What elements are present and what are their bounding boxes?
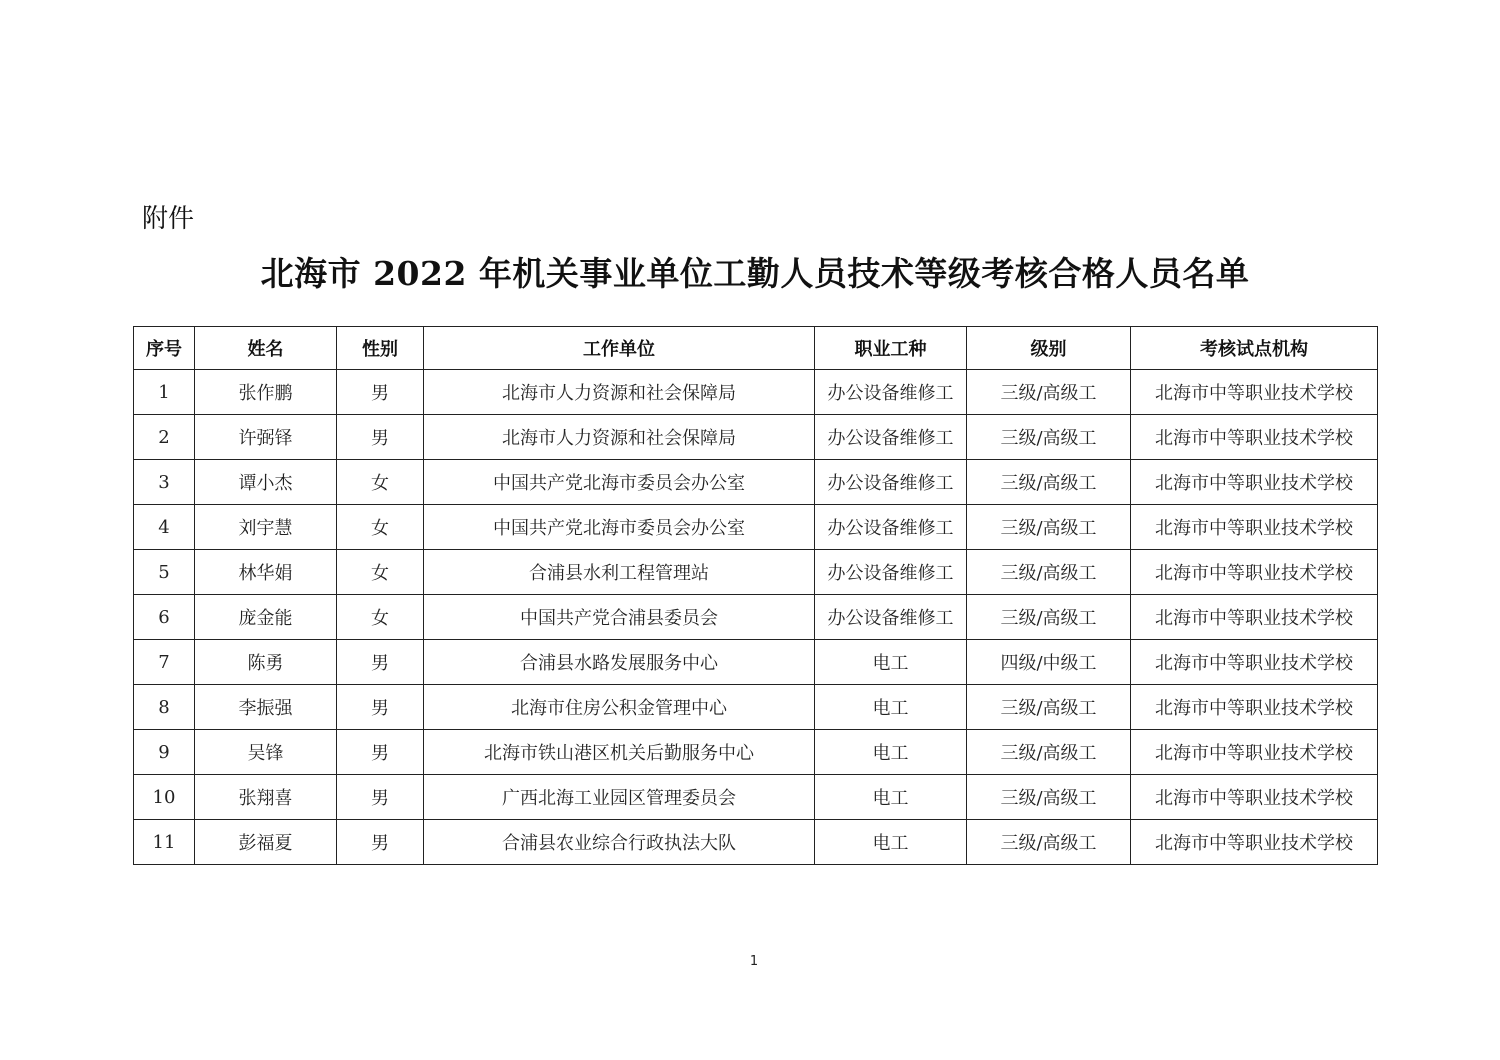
header-cell-index: 序号 xyxy=(134,327,195,370)
page-number: 1 xyxy=(749,954,759,969)
cell-exam-institution: 北海市中等职业技术学校 xyxy=(1131,595,1378,640)
cell-gender: 女 xyxy=(337,505,424,550)
cell-gender: 女 xyxy=(337,460,424,505)
table-body xyxy=(134,370,1378,865)
cell-level: 三级/高级工 xyxy=(967,415,1131,460)
cell-name: 彭福夏 xyxy=(195,820,337,865)
cell-index: 3 xyxy=(134,460,195,505)
cell-employer: 北海市住房公积金管理中心 xyxy=(424,685,815,730)
cell-level: 三级/高级工 xyxy=(967,820,1131,865)
cell-exam-institution: 北海市中等职业技术学校 xyxy=(1131,505,1378,550)
cell-name: 庞金能 xyxy=(195,595,337,640)
roster-table xyxy=(133,326,1378,865)
table-row xyxy=(134,460,1378,505)
cell-level: 三级/高级工 xyxy=(967,730,1131,775)
cell-index: 7 xyxy=(134,640,195,685)
cell-name: 张作鹏 xyxy=(195,370,337,415)
header-cell-employer: 工作单位 xyxy=(424,327,815,370)
cell-index: 9 xyxy=(134,730,195,775)
cell-exam-institution: 北海市中等职业技术学校 xyxy=(1131,775,1378,820)
cell-name: 陈勇 xyxy=(195,640,337,685)
cell-employer: 合浦县水路发展服务中心 xyxy=(424,640,815,685)
cell-occupation: 办公设备维修工 xyxy=(815,550,967,595)
cell-level: 三级/高级工 xyxy=(967,505,1131,550)
cell-name: 张翔喜 xyxy=(195,775,337,820)
cell-level: 三级/高级工 xyxy=(967,595,1131,640)
cell-occupation: 办公设备维修工 xyxy=(815,595,967,640)
cell-employer: 北海市铁山港区机关后勤服务中心 xyxy=(424,730,815,775)
cell-index: 5 xyxy=(134,550,195,595)
header-cell-level: 级别 xyxy=(967,327,1131,370)
cell-gender: 男 xyxy=(337,685,424,730)
cell-employer: 合浦县水利工程管理站 xyxy=(424,550,815,595)
cell-index: 2 xyxy=(134,415,195,460)
document-title: 北海市 2022 年机关事业单位工勤人员技术等级考核合格人员名单 xyxy=(260,254,1250,293)
cell-name: 刘宇慧 xyxy=(195,505,337,550)
cell-name: 谭小杰 xyxy=(195,460,337,505)
cell-occupation: 电工 xyxy=(815,730,967,775)
cell-employer: 广西北海工业园区管理委员会 xyxy=(424,775,815,820)
cell-gender: 男 xyxy=(337,640,424,685)
table-row xyxy=(134,640,1378,685)
table-header-row xyxy=(134,327,1378,370)
cell-exam-institution: 北海市中等职业技术学校 xyxy=(1131,820,1378,865)
cell-exam-institution: 北海市中等职业技术学校 xyxy=(1131,640,1378,685)
cell-employer: 北海市人力资源和社会保障局 xyxy=(424,415,815,460)
table-row xyxy=(134,775,1378,820)
cell-exam-institution: 北海市中等职业技术学校 xyxy=(1131,460,1378,505)
cell-employer: 北海市人力资源和社会保障局 xyxy=(424,370,815,415)
table-row xyxy=(134,685,1378,730)
cell-index: 8 xyxy=(134,685,195,730)
cell-gender: 男 xyxy=(337,730,424,775)
cell-level: 三级/高级工 xyxy=(967,370,1131,415)
header-cell-occupation: 职业工种 xyxy=(815,327,967,370)
cell-level: 三级/高级工 xyxy=(967,550,1131,595)
cell-name: 吴锋 xyxy=(195,730,337,775)
cell-level: 四级/中级工 xyxy=(967,640,1131,685)
cell-exam-institution: 北海市中等职业技术学校 xyxy=(1131,415,1378,460)
cell-exam-institution: 北海市中等职业技术学校 xyxy=(1131,730,1378,775)
cell-occupation: 电工 xyxy=(815,640,967,685)
cell-index: 4 xyxy=(134,505,195,550)
cell-employer: 合浦县农业综合行政执法大队 xyxy=(424,820,815,865)
cell-name: 李振强 xyxy=(195,685,337,730)
cell-gender: 男 xyxy=(337,820,424,865)
header-cell-name: 姓名 xyxy=(195,327,337,370)
cell-level: 三级/高级工 xyxy=(967,685,1131,730)
cell-occupation: 电工 xyxy=(815,820,967,865)
cell-name: 许弼铎 xyxy=(195,415,337,460)
table-row xyxy=(134,730,1378,775)
table-row xyxy=(134,820,1378,865)
cell-gender: 女 xyxy=(337,550,424,595)
cell-index: 10 xyxy=(134,775,195,820)
table-row xyxy=(134,595,1378,640)
header-cell-exam-institution: 考核试点机构 xyxy=(1131,327,1378,370)
cell-name: 林华娟 xyxy=(195,550,337,595)
cell-index: 11 xyxy=(134,820,195,865)
cell-gender: 男 xyxy=(337,370,424,415)
cell-gender: 女 xyxy=(337,595,424,640)
table-row xyxy=(134,505,1378,550)
cell-exam-institution: 北海市中等职业技术学校 xyxy=(1131,550,1378,595)
cell-occupation: 电工 xyxy=(815,685,967,730)
cell-index: 6 xyxy=(134,595,195,640)
cell-occupation: 电工 xyxy=(815,775,967,820)
attachment-label: 附件 xyxy=(142,204,195,234)
cell-gender: 男 xyxy=(337,415,424,460)
table-row xyxy=(134,415,1378,460)
cell-employer: 中国共产党北海市委员会办公室 xyxy=(424,505,815,550)
cell-occupation: 办公设备维修工 xyxy=(815,505,967,550)
cell-occupation: 办公设备维修工 xyxy=(815,460,967,505)
cell-employer: 中国共产党北海市委员会办公室 xyxy=(424,460,815,505)
cell-level: 三级/高级工 xyxy=(967,460,1131,505)
table-row xyxy=(134,370,1378,415)
header-cell-gender: 性别 xyxy=(337,327,424,370)
cell-index: 1 xyxy=(134,370,195,415)
cell-employer: 中国共产党合浦县委员会 xyxy=(424,595,815,640)
cell-occupation: 办公设备维修工 xyxy=(815,415,967,460)
table-row xyxy=(134,550,1378,595)
cell-gender: 男 xyxy=(337,775,424,820)
cell-occupation: 办公设备维修工 xyxy=(815,370,967,415)
cell-exam-institution: 北海市中等职业技术学校 xyxy=(1131,370,1378,415)
cell-exam-institution: 北海市中等职业技术学校 xyxy=(1131,685,1378,730)
cell-level: 三级/高级工 xyxy=(967,775,1131,820)
